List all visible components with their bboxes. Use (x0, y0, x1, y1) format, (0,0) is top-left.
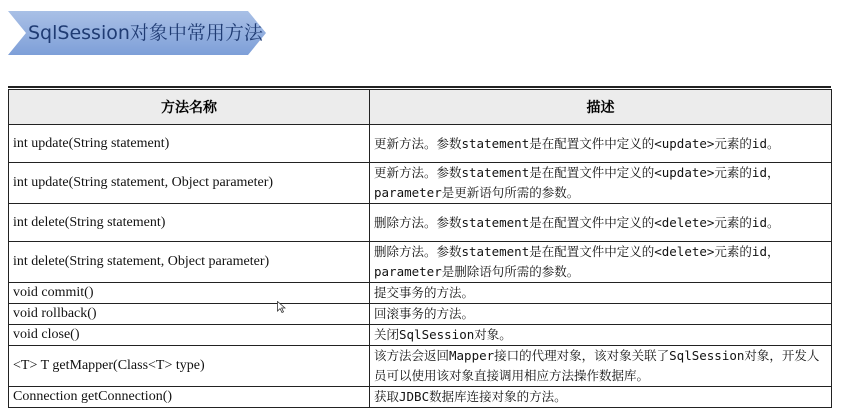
table-row (9, 163, 832, 204)
header-method-name: 方法名称 (9, 90, 370, 125)
description-cell: 更新方法。参数statement是在配置文件中定义的<update>元素的id。 (370, 125, 832, 163)
method-cell: void commit() (9, 283, 370, 304)
description-cell: 该方法会返回Mapper接口的代理对象，该对象关联了SqlSession对象，开发人员可以使用该对象直接调用相应方法操作数据库。 (370, 346, 832, 387)
method-cell: Connection getConnection() (9, 387, 370, 408)
method-cell: int delete(String statement, Object parameter) (9, 242, 370, 283)
page-title: SqlSession对象中常用方法 (28, 22, 263, 44)
table-row (9, 304, 832, 325)
description-cell: 回滚事务的方法。 (370, 304, 832, 325)
method-cell: void close() (9, 325, 370, 346)
description-cell: 删除方法。参数statement是在配置文件中定义的<delete>元素的id。 (370, 204, 832, 242)
description-cell: 删除方法。参数statement是在配置文件中定义的<delete>元素的id，parameter是删除语句所需的参数。 (370, 242, 832, 283)
table-top-rule (8, 86, 831, 88)
mouse-pointer-icon (277, 301, 286, 313)
description-cell: 更新方法。参数statement是在配置文件中定义的<update>元素的id，parameter是更新语句所需的参数。 (370, 163, 832, 204)
table-row (9, 387, 832, 408)
table-row (9, 325, 832, 346)
method-cell: int update(String statement) (9, 125, 370, 163)
header-description: 描述 (370, 90, 832, 125)
methods-table (8, 89, 832, 408)
description-cell: 提交事务的方法。 (370, 283, 832, 304)
table-header-row (9, 90, 832, 125)
method-cell: int update(String statement, Object parameter) (9, 163, 370, 204)
description-cell: 获取JDBC数据库连接对象的方法。 (370, 387, 832, 408)
method-cell: int delete(String statement) (9, 204, 370, 242)
table-row (9, 346, 832, 387)
method-cell: <T> T getMapper(Class<T> type) (9, 346, 370, 387)
table-row (9, 125, 832, 163)
description-cell: 关闭SqlSession对象。 (370, 325, 832, 346)
table-row (9, 283, 832, 304)
method-cell: void rollback() (9, 304, 370, 325)
table-row (9, 242, 832, 283)
table-row (9, 204, 832, 242)
